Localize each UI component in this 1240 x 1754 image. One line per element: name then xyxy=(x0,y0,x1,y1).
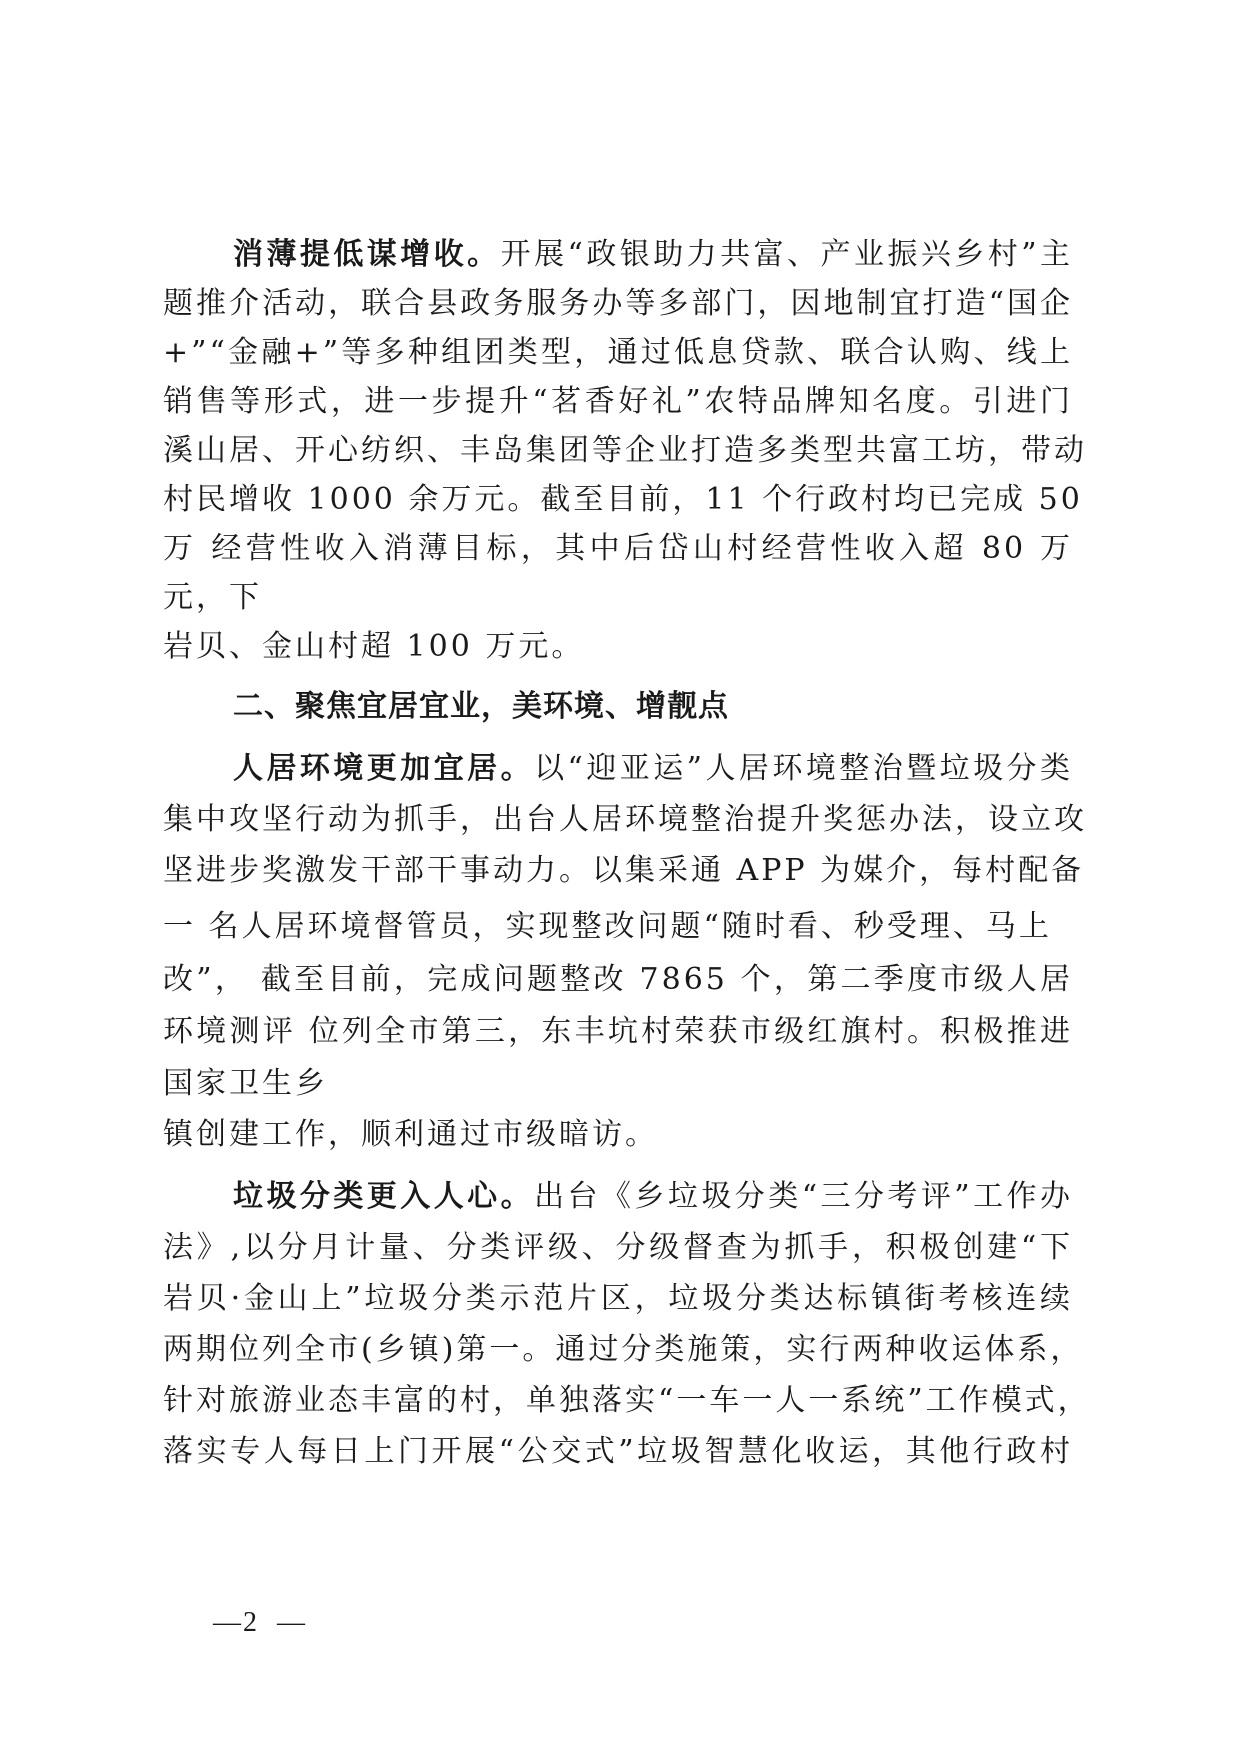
paragraph-2-text: 以“迎亚运”人居环境整治暨垃圾分类 xyxy=(534,751,1073,786)
paragraph-1-line-5: 溪山居、开心纺织、丰岛集团等企业打造多类型共富工坊，带动 xyxy=(163,433,1087,468)
paragraph-1-line-7: 万 经营性收入消薄目标，其中后岱山村经营性收入超 80 万 xyxy=(163,531,1073,566)
paragraph-3-line-2: 法》,以分月计量、分类评级、分级督查为抓手，积极创建“下 xyxy=(163,1230,1073,1265)
paragraph-1-line-3: +”“金融+”等多种组团类型，通过低息贷款、联合认购、线上 xyxy=(163,335,1073,370)
paragraph-1-line-8: 元，下 xyxy=(163,580,262,615)
paragraph-1-line-6: 村民增收 1000 余万元。截至目前，11 个行政村均已完成 50 xyxy=(163,482,1083,517)
paragraph-2-line-2: 集中攻坚行动为抓手，出台人居环境整治提升奖惩办法，设立攻 xyxy=(163,802,1087,837)
paragraph-2-lead: 人居环境更加宜居。 xyxy=(233,751,535,786)
paragraph-2-line-6: 环境测评 位列全市第三，东丰坑村荣获市级红旗村。积极推进 xyxy=(163,1014,1073,1049)
paragraph-1-line-4: 销售等形式，进一步提升“茗香好礼”农特品牌知名度。引进门 xyxy=(163,384,1073,419)
page-number: —2 — xyxy=(213,1607,307,1638)
paragraph-1-line-1 xyxy=(233,235,1073,275)
paragraph-3-line-6: 落实专人每日上门开展“公交式”垃圾智慧化收运，其他行政村 xyxy=(163,1434,1073,1469)
paragraph-3-line-4: 两期位列全市(乡镇)第一。通过分类施策，实行两种收运体系， xyxy=(163,1332,1084,1367)
paragraph-3-lead: 垃圾分类更入人心。 xyxy=(233,1179,535,1214)
paragraph-2-line-8: 镇创建工作，顺利通过市级暗访。 xyxy=(163,1117,658,1152)
paragraph-2-line-5: 改”， 截至目前，完成问题整改 7865 个，第二季度市级人居 xyxy=(163,962,1073,997)
paragraph-1-text: 开展“政银助力共富、产业振兴乡村”主 xyxy=(500,237,1073,272)
paragraph-3-text: 出台《乡垃圾分类“三分考评”工作办 xyxy=(534,1179,1073,1214)
paragraph-2-line-4: 一 名人居环境督管员，实现整改问题“随时看、秒受理、马上 xyxy=(163,909,1052,944)
paragraph-1-lead: 消薄提低谋增收。 xyxy=(233,237,501,272)
section-heading: 二、聚焦宜居宜业，美环境、增靓点 xyxy=(233,689,729,724)
paragraph-1-line-9: 岩贝、金山村超 100 万元。 xyxy=(163,629,585,664)
paragraph-2-line-1 xyxy=(233,749,1073,789)
paragraph-3-line-5: 针对旅游业态丰富的村，单独落实“一车一人一系统”工作模式， xyxy=(163,1383,1091,1418)
paragraph-2-line-7: 国家卫生乡 xyxy=(163,1066,328,1101)
paragraph-1-line-2: 题推介活动，联合县政务服务办等多部门，因地制宜打造“国企 xyxy=(163,286,1073,321)
paragraph-3-line-1 xyxy=(233,1177,1073,1217)
paragraph-2-line-3: 坚进步奖激发干部干事动力。以集采通 APP 为媒介，每村配备 xyxy=(163,853,1085,888)
paragraph-3-line-3: 岩贝·金山上”垃圾分类示范片区，垃圾分类达标镇街考核连续 xyxy=(163,1281,1073,1316)
